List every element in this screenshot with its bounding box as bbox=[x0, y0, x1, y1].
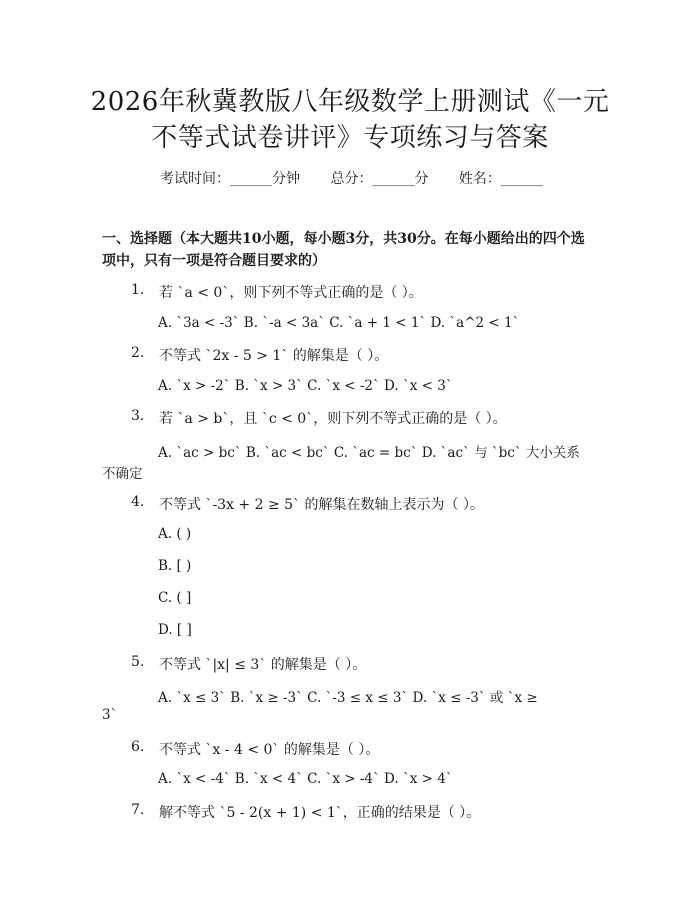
question-number: 3. bbox=[131, 408, 145, 424]
question-2-options: A. `x > -2` B. `x > 3` C. `x < -2` D. `x < 3` bbox=[158, 378, 453, 394]
question-text: 不等式 `|x| ≤ 3` 的解集是（ ）。 bbox=[159, 657, 367, 673]
question-4-option-d: D. [ ] bbox=[158, 622, 192, 638]
question-6-options: A. `x < -4` B. `x < 4` C. `x > -4` D. `x > 4` bbox=[158, 771, 453, 787]
exam-info-line bbox=[160, 168, 569, 188]
section-heading-line-2: 项中，只有一项是符合题目要求的） bbox=[102, 253, 326, 269]
question-number: 1. bbox=[131, 282, 145, 298]
document-title-line-2: 不等式试卷讲评》专项练习与答案 bbox=[151, 123, 549, 153]
student-name-field: 姓名：______ bbox=[458, 171, 543, 187]
question-3-options: A. `ac > bc` B. `ac < bc` C. `ac = bc` D. `ac` 与 `bc` 大小关系 bbox=[158, 445, 580, 461]
question-text: 若 `a > b`，且 `c < 0`，则下列不等式正确的是（ ）。 bbox=[159, 411, 507, 427]
question-4-option-a: A. ( ) bbox=[158, 526, 192, 542]
question-number: 4. bbox=[131, 494, 145, 510]
question-text: 不等式 `-3x + 2 ≥ 5` 的解集在数轴上表示为（ ）。 bbox=[159, 497, 484, 513]
question-1-options: A. `3a < -3` B. `-a < 3a` C. `a + 1 < 1` D. `a^2 < 1` bbox=[158, 315, 520, 331]
exam-time-field: 考试时间：______分钟 bbox=[160, 171, 300, 187]
total-score-field: 总分：______分 bbox=[330, 171, 429, 187]
question-4-option-b: B. [ ) bbox=[158, 558, 192, 574]
question-text: 若 `a < 0`，则下列不等式正确的是（ ）。 bbox=[159, 285, 423, 301]
question-number: 6. bbox=[131, 739, 145, 755]
question-text: 不等式 `2x - 5 > 1` 的解集是（ ）。 bbox=[159, 348, 389, 364]
question-3-options-continued: 不确定 bbox=[102, 466, 143, 482]
question-number: 7. bbox=[131, 802, 145, 818]
question-5-options: A. `x ≤ 3` B. `x ≥ -3` C. `-3 ≤ x ≤ 3` D. `x ≤ -3` 或 `x ≥ bbox=[158, 690, 538, 706]
document-title-line-1: 2026年秋冀教版八年级数学上册测试《一元 bbox=[90, 87, 610, 117]
question-4-option-c: C. ( ] bbox=[158, 590, 192, 606]
question-text: 不等式 `x - 4 < 0` 的解集是（ ）。 bbox=[159, 742, 380, 758]
question-5-options-continued: 3` bbox=[102, 707, 118, 723]
section-heading-line-1: 一、选择题（本大题共10小题，每小题3分，共30分。在每小题给出的四个选 bbox=[102, 231, 585, 247]
question-number: 5. bbox=[131, 654, 145, 670]
question-number: 2. bbox=[131, 345, 145, 361]
question-text: 解不等式 `5 - 2(x + 1) < 1`，正确的结果是（ ）。 bbox=[159, 805, 481, 821]
